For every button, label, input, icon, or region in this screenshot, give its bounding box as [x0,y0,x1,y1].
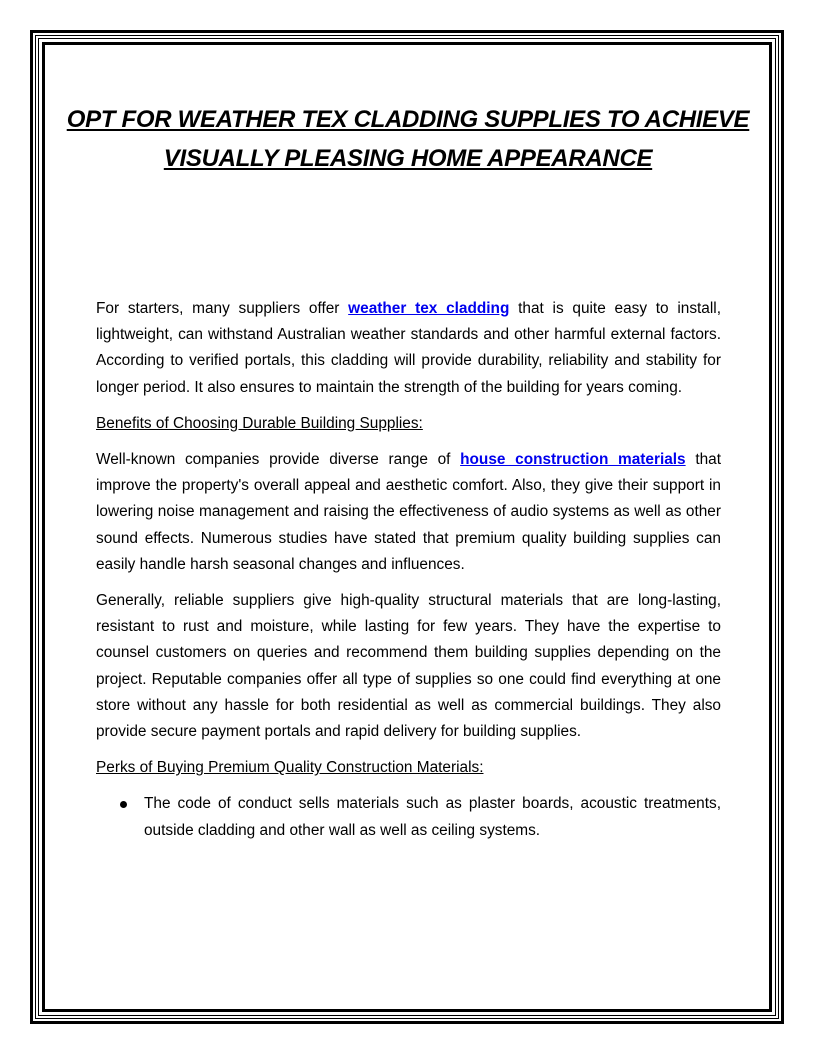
subheading-perks: Perks of Buying Premium Quality Construction Materials: [96,759,484,777]
list-item [96,791,721,843]
paragraph-benefits [96,447,721,578]
document-title: OPT FOR WEATHER TEX CLADDING SUPPLIES TO ACHIEVE VISUALLY PLEASING HOME APPEARANCE [66,106,750,172]
paragraph-intro [96,296,721,401]
paragraph-intro-text-end: that is quite easy to install, lightweight, can withstand Australian weather standards and other harmful external factors. According to verified portals, this cladding will provide durability, reliability and stability for longer period. It also ensures to maintain the strength of the building for years coming. [96,300,721,396]
paragraph-benefits-text-start: Well-known companies provide diverse range of [96,451,461,469]
bullet-icon [120,801,127,808]
weather-tex-cladding-link[interactable]: weather tex cladding [348,300,510,317]
paragraph-benefits-text-end: that improve the property's overall appeal and aesthetic comfort. Also, they give their support in lowering noise management and raising the effectiveness of audio systems as well as other sound effects. Numerous studies have stated that premium quality building supplies can easily handle harsh seasonal changes and influences. [96,451,721,573]
house-construction-materials-link[interactable]: house construction materials [460,451,686,469]
paragraph-intro-text-start: For starters, many suppliers offer [96,300,349,317]
paragraph-suppliers: Generally, reliable suppliers give high-quality structural materials that are long-lasting, resistant to rust and moisture, while lasting for few years. They have the expertise to counsel customers on queries and recommend them building supplies depending on the project. Reputable companies offer all type of supplies so one could find everything at one store without any hassle for both residential as well as commercial buildings. They also provide secure payment portals and rapid delivery for building supplies. [96,592,721,741]
list-item-text: The code of conduct sells materials such as plaster boards, acoustic treatments, outside cladding and other wall as well as ceiling systems. [144,795,721,839]
subheading-benefits: Benefits of Choosing Durable Building Supplies: [96,414,423,432]
document-body [96,296,721,844]
perks-list [96,791,721,843]
